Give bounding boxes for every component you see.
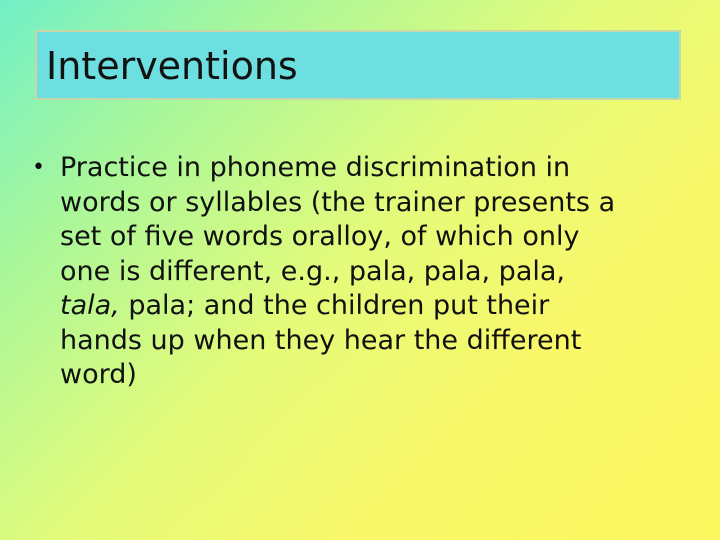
bullet-line-7: word): [60, 359, 137, 390]
bullet-line-4: one is different, e.g., pala, pala, pala,: [60, 255, 565, 287]
bullet-line-1: Practice in phoneme discrimination in: [60, 152, 571, 183]
bullet-line-6: hands up when they hear the different: [60, 324, 582, 356]
bullet-list: [32, 151, 672, 393]
italic-word: tala,: [60, 290, 120, 321]
bullet-item: [32, 151, 672, 393]
title-box: [35, 30, 681, 100]
bullet-line-3: set of five words oralloy, of which only: [60, 221, 580, 252]
bullet-marker: •: [32, 155, 45, 180]
slide-title: Interventions: [46, 44, 298, 88]
bullet-line-5-rest: pala; and the children put their: [119, 290, 550, 321]
bullet-line-5: [60, 289, 672, 324]
bullet-line-2: words or syllables (the trainer presents a: [60, 186, 616, 218]
bullet-text: [60, 151, 672, 393]
